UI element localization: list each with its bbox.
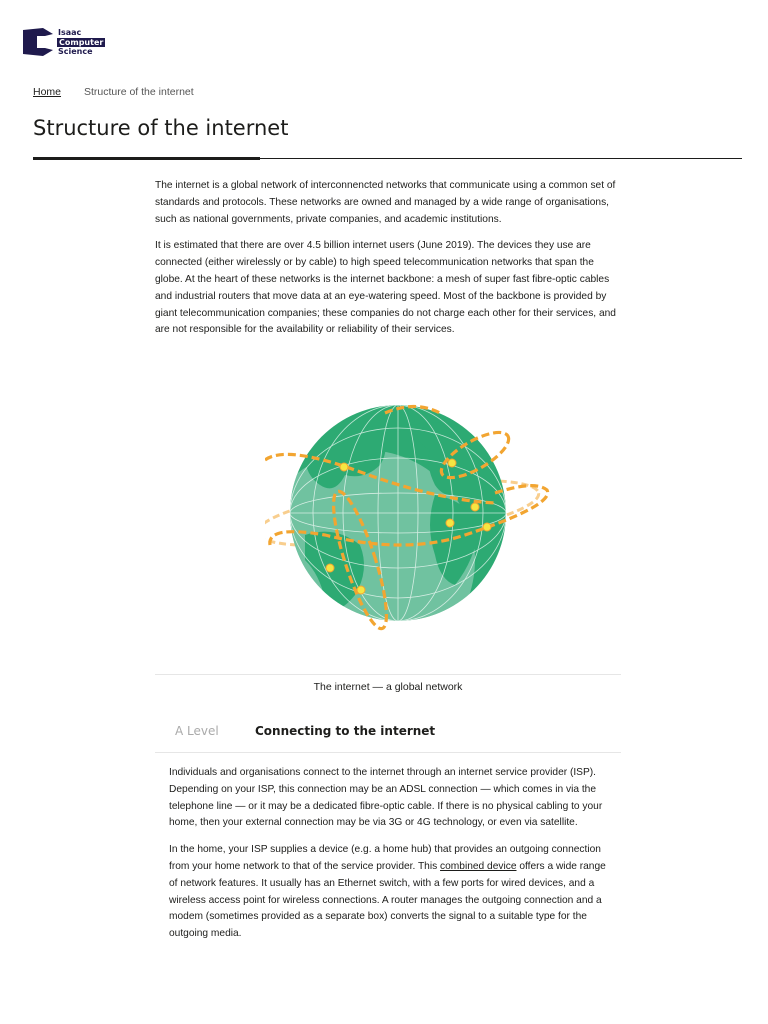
section-paragraph-2	[169, 842, 609, 943]
logo-line-2: Computer	[59, 37, 104, 47]
section-text	[169, 765, 609, 953]
section-paragraph-2-end: offers a wide range of network features. It usually has an Ethernet switch, with a few ports for wired devices, and a wireless access point for wireless connections. A router manages the outgoing connection and a modem (sometimes provided as a separate box) converts the signal to a suitable type for the outgoing media.	[169, 860, 606, 940]
title-underline-accent	[33, 157, 260, 160]
logo-mark-icon	[23, 28, 53, 56]
intro-paragraph-2: It is estimated that there are over 4.5 billion internet users (June 2019). The devices they use are connected (either wirelessly or by cable) to high speed telecommunication networks that span the globe. At the heart of these networks is the internet backbone: a mesh of super fast fibre-optic cables and industrial routers that move data at an eye-watering speed. Most of the backbone is provided by giant telecommunication companies; these companies do not charge each other for their services, and are not responsible for the availability or reliability of their services.	[155, 240, 616, 336]
figure-caption: The internet — a global network	[313, 681, 463, 693]
section-paragraph-2-start: In the home, your ISP supplies a device (e.g. a home hub) that provides an outgoing connection from your home network to that of the service provider. This	[169, 844, 601, 872]
section-title-toggle[interactable]: Connecting to the internet	[255, 724, 436, 738]
breadcrumb-home-link[interactable]: Home	[33, 86, 62, 98]
section-header	[155, 718, 621, 753]
logo-line-3: Science	[58, 47, 93, 57]
page-title: Structure of the internet	[33, 116, 289, 140]
figure-divider	[155, 674, 621, 675]
globe-network-figure	[265, 385, 605, 647]
intro-paragraph-1: The internet is a global network of interconnencted networks that communicate using a common set of standards and protocols. These networks are owned and managed by a wide range of organisations, such as national governments, private companies, and academic institutions.	[155, 180, 616, 225]
isaac-cs-logo[interactable]	[23, 28, 115, 58]
intro-text	[155, 178, 621, 349]
globe-network-icon	[265, 385, 605, 647]
breadcrumb	[33, 86, 194, 98]
breadcrumb-current: Structure of the internet	[83, 86, 194, 98]
section-paragraph-1: Individuals and organisations connect to the internet through an internet service provider (ISP). Depending on your ISP, this connection may be an ADSL connection — which comes in via the telephone line — or it may be a dedicated fibre-optic cable. If there is no physical cabling to your home, then your external connection may be via 3G or 4G technology, or even via satellite.	[169, 767, 603, 829]
combined-device-link[interactable]: combined device	[440, 860, 517, 872]
logo-text	[58, 28, 105, 57]
logo-line-1: Isaac	[58, 28, 82, 37]
level-badge: A Level	[175, 724, 219, 738]
